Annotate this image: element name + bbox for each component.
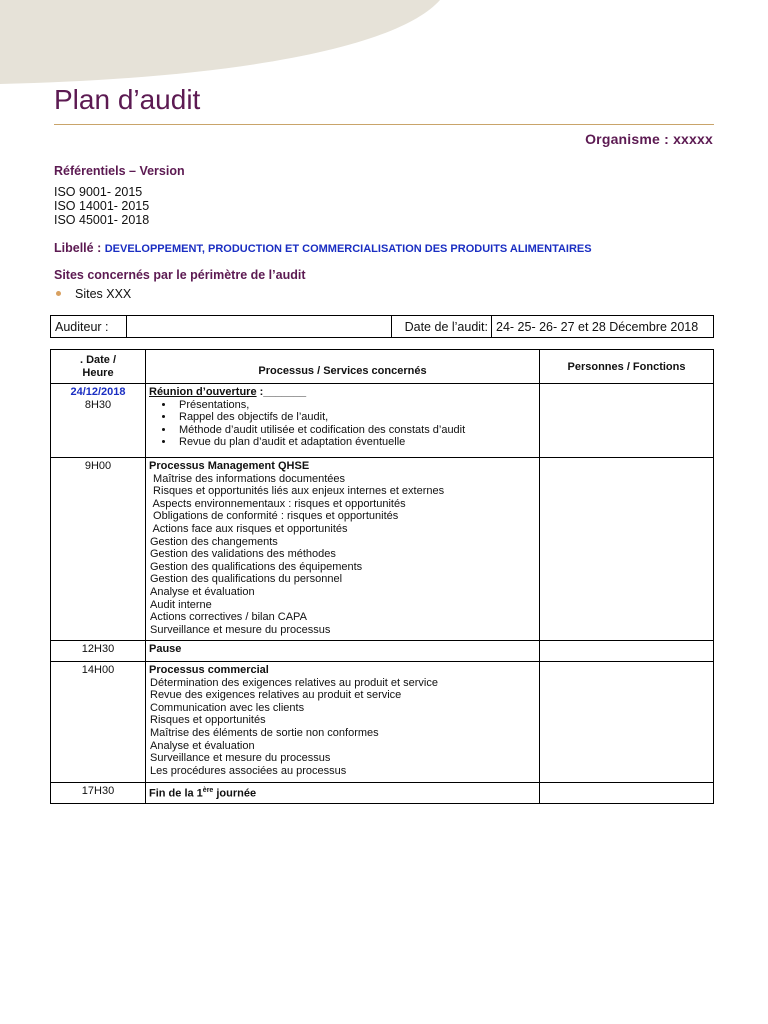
list-item: • Revue du plan d’audit et adaptation éventuelle bbox=[175, 436, 536, 449]
row-time: 17H30 bbox=[51, 783, 146, 804]
header-date bbox=[51, 350, 146, 384]
row-title-suffix: :_______ bbox=[256, 386, 307, 398]
personnes-cell bbox=[540, 783, 714, 804]
row-title: Pause bbox=[146, 641, 540, 662]
list-item: • Rappel des objectifs de l’audit, bbox=[175, 411, 536, 424]
referentiel-item: ISO 45001- 2018 bbox=[54, 213, 150, 227]
referentiel-item: ISO 9001- 2015 bbox=[54, 185, 143, 199]
row-line: Aspects environnementaux : risques et opportunités bbox=[150, 497, 406, 510]
audit-plan-table bbox=[50, 349, 714, 804]
list-item: • Présentations, bbox=[175, 399, 536, 412]
time-cell bbox=[51, 384, 146, 458]
title-divider bbox=[54, 124, 714, 125]
sites-item bbox=[54, 287, 131, 301]
sites-heading: Sites concernés par le périmètre de l’audit bbox=[54, 268, 306, 282]
row-line: Analyse et évaluation bbox=[150, 739, 255, 752]
header-processus: Processus / Services concernés bbox=[146, 350, 540, 384]
row-line: Les procédures associées au processus bbox=[150, 764, 347, 777]
row-time: 14H00 bbox=[51, 662, 146, 783]
row-line: Analyse et évaluation bbox=[150, 585, 255, 598]
table-row bbox=[51, 384, 714, 458]
row-line: Surveillance et mesure du processus bbox=[150, 623, 331, 636]
libelle-value: DEVELOPPEMENT, PRODUCTION ET COMMERCIALISATION DES PRODUITS ALIMENTAIRES bbox=[104, 243, 592, 255]
corner-decoration bbox=[0, 0, 440, 90]
row-date: 24/12/2018 bbox=[70, 386, 126, 398]
row-time: 8H30 bbox=[84, 398, 112, 411]
libelle bbox=[54, 241, 592, 255]
row-title: Réunion d’ouverture bbox=[149, 386, 257, 398]
auditeur-value bbox=[127, 316, 392, 338]
row-line: Gestion des validations des méthodes bbox=[150, 548, 336, 561]
row-line: Actions correctives / bilan CAPA bbox=[150, 611, 307, 624]
row-title bbox=[146, 783, 540, 804]
row-title-post: journée bbox=[213, 787, 257, 800]
table-row bbox=[51, 783, 714, 804]
table-row bbox=[51, 458, 714, 641]
personnes-cell bbox=[540, 641, 714, 662]
row-line: Actions face aux risques et opportunités bbox=[150, 522, 348, 535]
list-item: • Méthode d’audit utilisée et codification des constats d’audit bbox=[175, 424, 536, 437]
header-personnes: Personnes / Fonctions bbox=[540, 350, 714, 384]
row-time: 12H30 bbox=[51, 641, 146, 662]
table-header-row bbox=[51, 350, 714, 384]
header-date-label: . Date / bbox=[79, 354, 117, 367]
libelle-label: Libellé : bbox=[54, 241, 102, 255]
row-line: Détermination des exigences relatives au produit et service bbox=[150, 676, 438, 689]
row-line: Surveillance et mesure du processus bbox=[150, 752, 331, 765]
row-line: Risques et opportunités bbox=[150, 714, 266, 727]
row-line: Maîtrise des éléments de sortie non conformes bbox=[150, 726, 379, 739]
row-line: Gestion des qualifications du personnel bbox=[150, 573, 343, 586]
row-line: Risques et opportunités liés aux enjeux internes et externes bbox=[150, 485, 445, 498]
organisme bbox=[585, 131, 713, 147]
personnes-cell bbox=[540, 458, 714, 641]
table-row bbox=[51, 662, 714, 783]
row-line: Obligations de conformité : risques et opportunités bbox=[150, 510, 399, 523]
row-line: Maîtrise des informations documentées bbox=[150, 472, 346, 485]
row-line: Revue des exigences relatives au produit et service bbox=[150, 689, 402, 702]
page-title: Plan d’audit bbox=[54, 84, 201, 115]
row-title: Processus commercial bbox=[149, 664, 269, 676]
personnes-cell bbox=[540, 384, 714, 458]
row-line: Gestion des qualifications des équipements bbox=[150, 560, 363, 573]
bullet-icon bbox=[56, 291, 61, 296]
header-heure-label: Heure bbox=[82, 367, 114, 379]
auditor-table bbox=[50, 315, 714, 338]
date-audit-value: 24- 25- 26- 27 et 28 Décembre 2018 bbox=[492, 316, 714, 338]
row-time: 9H00 bbox=[51, 458, 146, 641]
row-title-pre: Fin de la 1 bbox=[149, 787, 203, 800]
organisme-value: xxxxx bbox=[673, 131, 713, 147]
processus-cell bbox=[146, 458, 540, 641]
auditeur-label: Auditeur : bbox=[51, 316, 127, 338]
referentiels-list bbox=[54, 185, 149, 227]
row-title-sup: ère bbox=[202, 787, 214, 794]
sites-item-label: Sites XXX bbox=[75, 287, 132, 301]
referentiel-item: ISO 14001- 2015 bbox=[54, 199, 150, 213]
date-audit-label: Date de l’audit: bbox=[392, 316, 492, 338]
referentiels-heading: Référentiels – Version bbox=[54, 164, 185, 178]
table-row bbox=[51, 641, 714, 662]
organisme-label: Organisme : bbox=[585, 131, 669, 147]
row-line: Gestion des changements bbox=[150, 535, 278, 548]
processus-cell bbox=[146, 662, 540, 783]
personnes-cell bbox=[540, 662, 714, 783]
processus-cell bbox=[146, 384, 540, 458]
row-line: Communication avec les clients bbox=[150, 701, 305, 714]
row-line: Audit interne bbox=[150, 598, 212, 611]
bullet-list bbox=[149, 399, 536, 449]
row-title: Processus Management QHSE bbox=[149, 460, 310, 472]
